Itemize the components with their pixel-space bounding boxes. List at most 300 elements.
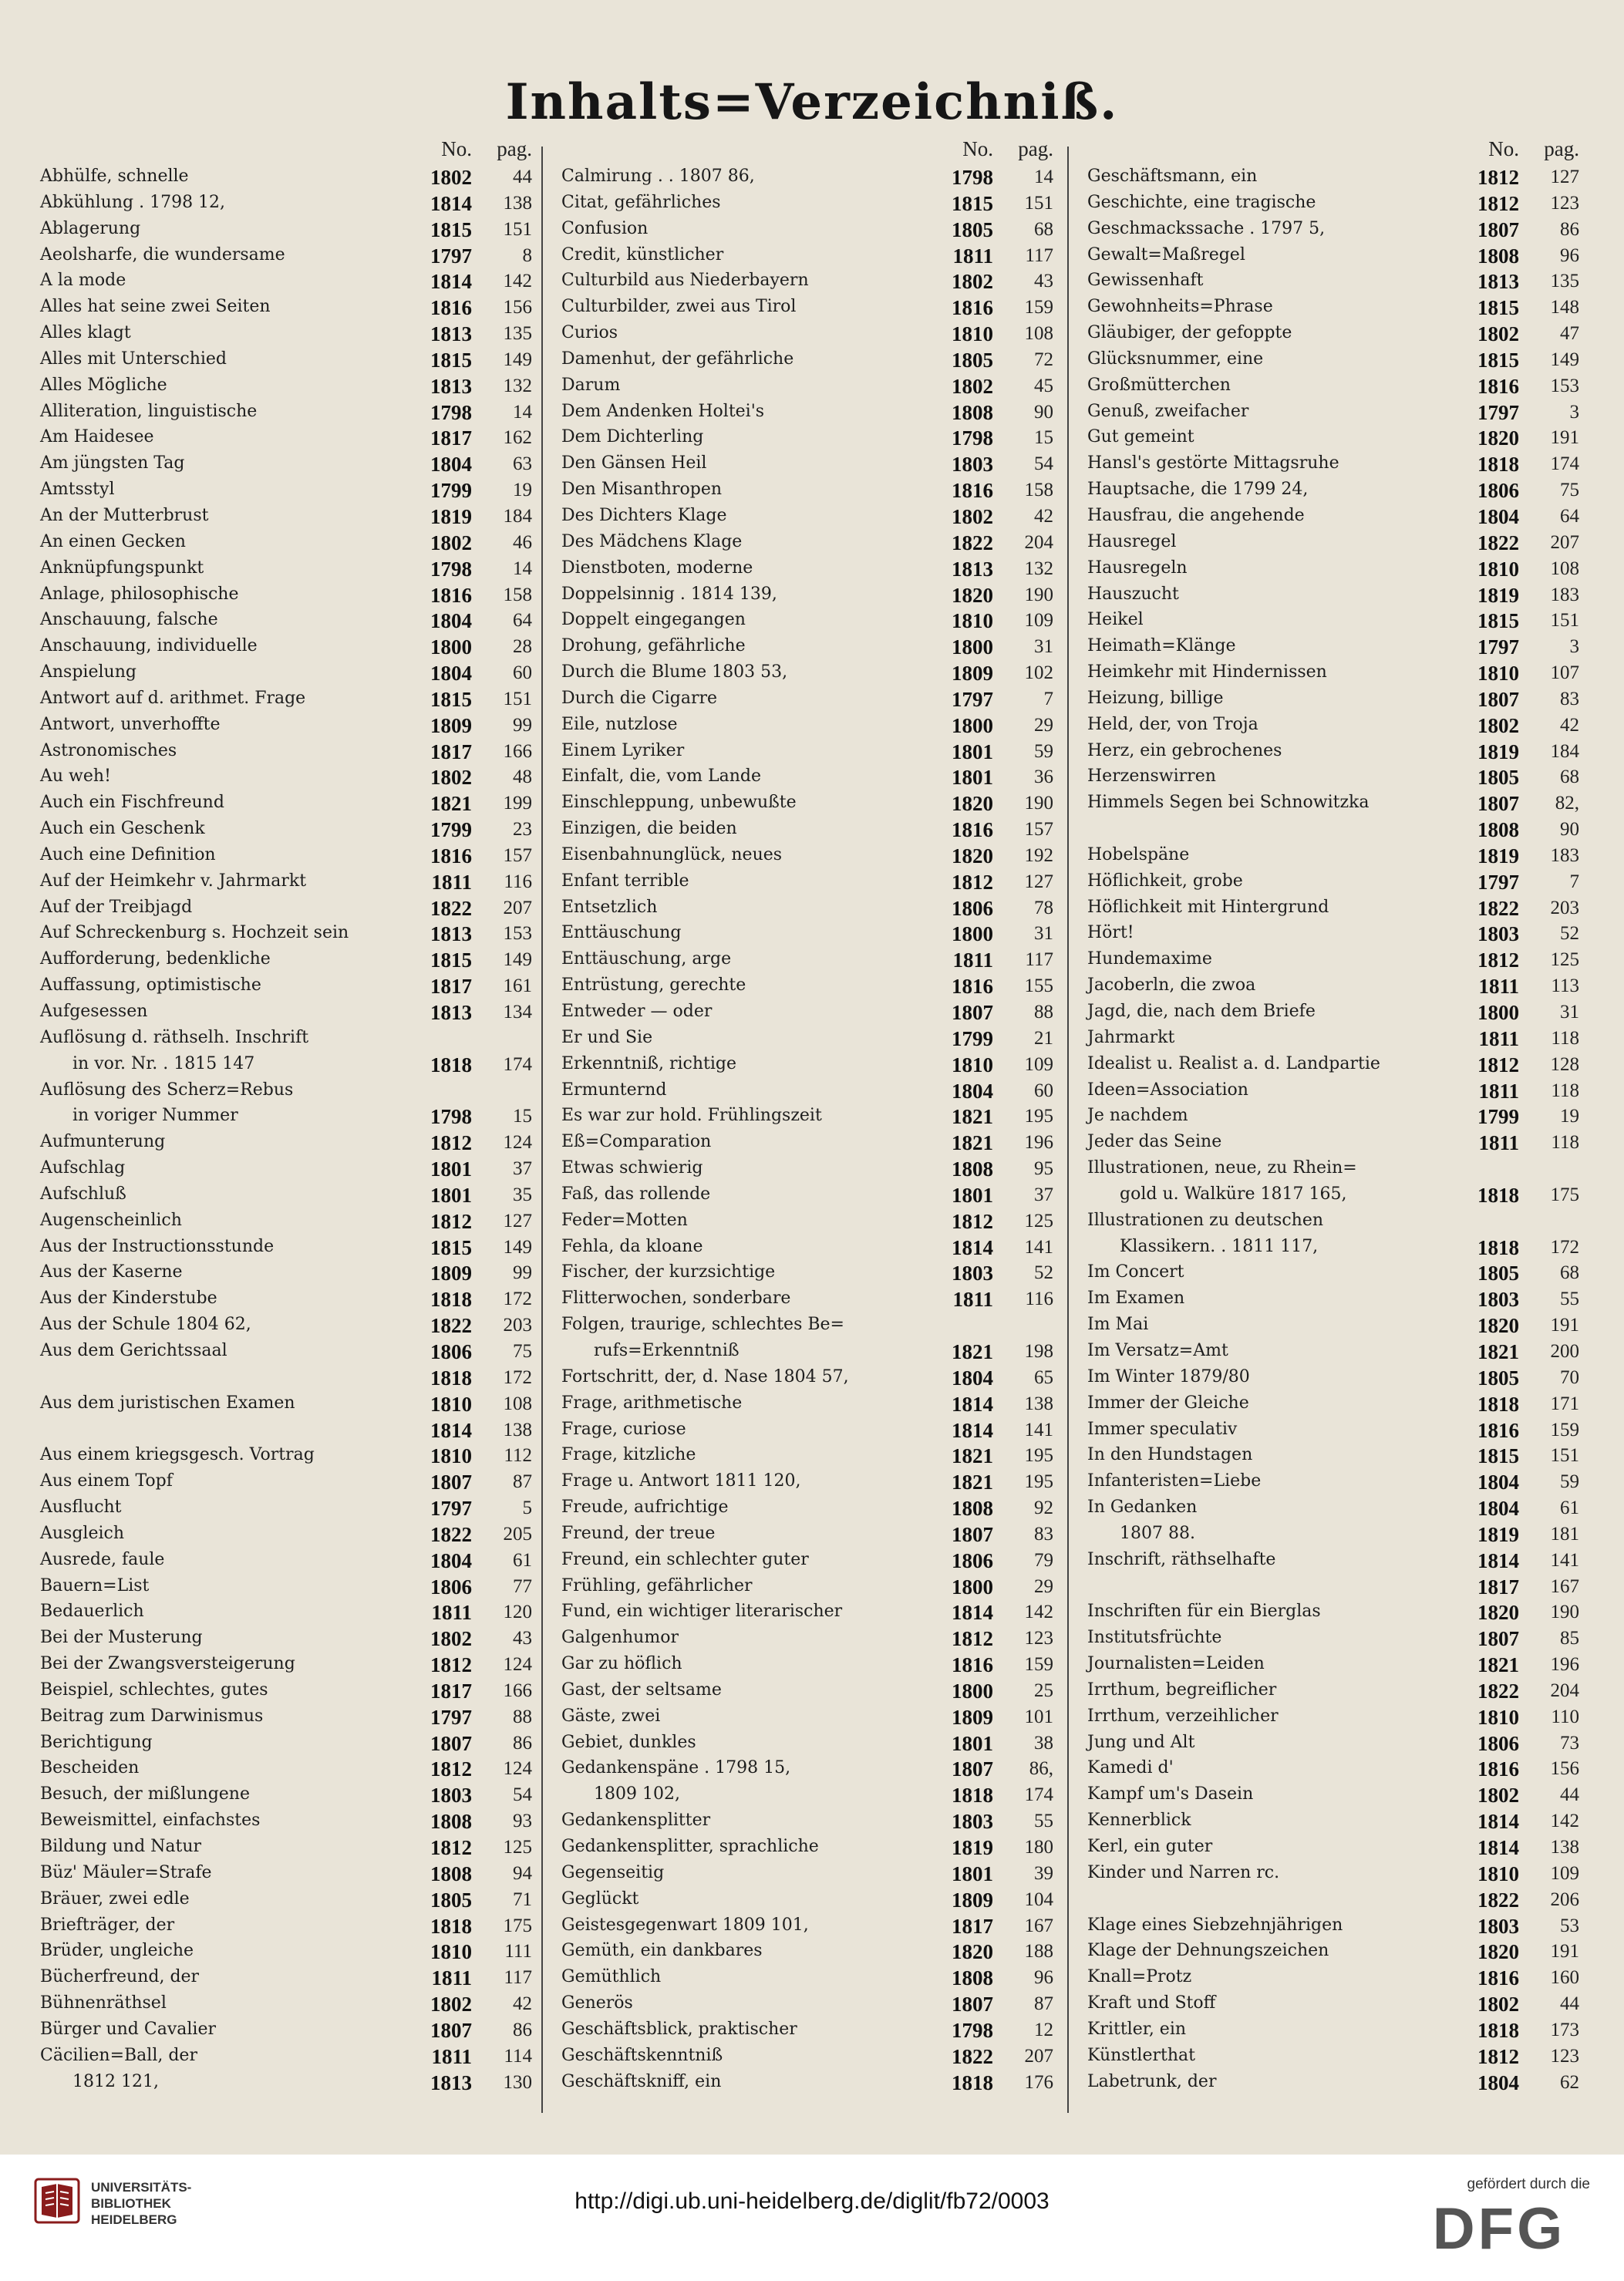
entry-page-number: 44 xyxy=(513,167,532,187)
entry-title: A la mode xyxy=(40,271,126,291)
entry-issue-number: 1802 xyxy=(430,766,472,790)
entry-issue-number: 1806 xyxy=(952,1548,993,1572)
entry-issue-number: 1815 xyxy=(952,191,993,215)
index-entry xyxy=(554,713,1055,740)
index-entry xyxy=(554,608,1055,635)
entry-title: Aus dem juristischen Examen xyxy=(40,1393,295,1413)
entry-page-number: 29 xyxy=(1034,714,1053,736)
column-header-no: No. xyxy=(1488,137,1519,160)
entry-title: Auf Schreckenburg s. Hochzeit sein xyxy=(40,923,349,943)
entry-issue-number: 1797 xyxy=(1477,635,1519,659)
index-entry xyxy=(1080,1261,1581,1287)
entry-page-number: 166 xyxy=(503,1680,532,1701)
entry-page-number: 141 xyxy=(1024,1419,1053,1440)
entry-page-number: 180 xyxy=(1024,1837,1053,1858)
index-entry xyxy=(1080,1470,1581,1496)
entry-title: Bei der Musterung xyxy=(40,1628,203,1648)
entry-issue-number: 1822 xyxy=(952,2044,993,2068)
entry-page-number: 35 xyxy=(513,1184,532,1205)
index-entry xyxy=(554,1653,1055,1679)
index-entry xyxy=(32,1079,534,1105)
entry-issue-number: 1822 xyxy=(430,1314,472,1338)
entry-issue-number: 1811 xyxy=(431,1601,472,1625)
entry-title: Gedankensplitter xyxy=(561,1811,711,1831)
entry-issue-number: 1813 xyxy=(430,374,472,398)
entry-issue-number: 1809 xyxy=(952,662,993,686)
entry-issue-number: 1815 xyxy=(430,948,472,972)
entry-issue-number: 1818 xyxy=(952,2070,993,2094)
entry-page-number: 132 xyxy=(503,375,532,396)
entry-page-number: 190 xyxy=(1024,584,1053,605)
entry-issue-number: 1814 xyxy=(1477,1836,1519,1859)
entry-title: An der Mutterbrust xyxy=(40,505,209,525)
entry-title: Darum xyxy=(561,375,621,395)
entry-page-number: 8 xyxy=(522,244,532,266)
index-entry xyxy=(1080,1992,1581,2018)
entry-issue-number: 1807 xyxy=(1477,687,1519,711)
index-entry xyxy=(554,191,1055,217)
entry-title: Bildung und Natur xyxy=(40,1837,202,1856)
entry-issue-number: 1812 xyxy=(1477,166,1519,189)
entry-title: Fehla, da kloane xyxy=(561,1236,703,1256)
entry-title: Es war zur hold. Frühlingszeit xyxy=(561,1106,822,1126)
entry-title: Bürger und Cavalier xyxy=(40,2019,216,2039)
entry-title: Im Winter 1879/80 xyxy=(1087,1366,1250,1386)
entry-issue-number: 1802 xyxy=(430,1993,472,2017)
entry-issue-number: 1821 xyxy=(952,1444,993,1468)
index-entry xyxy=(554,1392,1055,1418)
entry-page-number: 118 xyxy=(1551,1080,1579,1101)
entry-issue-number: 1799 xyxy=(430,818,472,842)
index-entry xyxy=(32,817,534,844)
entry-page-number: 70 xyxy=(1560,1366,1579,1388)
entry-page-number: 83 xyxy=(1560,688,1579,709)
column-header-pag: pag. xyxy=(497,137,532,160)
entry-page-number: 167 xyxy=(1024,1915,1053,1936)
index-entry xyxy=(32,1626,534,1653)
index-entry xyxy=(32,1287,534,1313)
entry-page-number: 120 xyxy=(503,1602,532,1623)
entry-title: Jeder das Seine xyxy=(1087,1132,1222,1152)
entry-issue-number: 1805 xyxy=(430,1888,472,1912)
index-entry xyxy=(1080,687,1581,713)
entry-page-number: 138 xyxy=(503,192,532,214)
entry-title: Aus der Instructionsstunde xyxy=(40,1236,275,1256)
index-entry xyxy=(32,661,534,687)
entry-page-number: 117 xyxy=(1025,244,1053,266)
entry-page-number: 199 xyxy=(503,793,532,814)
entry-issue-number: 1822 xyxy=(1477,1888,1519,1912)
entry-issue-number: 1801 xyxy=(952,740,993,763)
entry-page-number: 190 xyxy=(1024,793,1053,814)
entry-title: Amtsstyl xyxy=(40,480,115,500)
entry-issue-number: 1805 xyxy=(952,348,993,372)
entry-issue-number: 1822 xyxy=(430,896,472,920)
entry-title: Hauptsache, die 1799 24, xyxy=(1087,480,1309,500)
index-entry xyxy=(32,1418,534,1444)
entry-issue-number: 1816 xyxy=(1477,374,1519,398)
entry-title: Generös xyxy=(561,1993,633,2013)
entry-title: Klassikern. . 1811 117, xyxy=(1120,1236,1319,1256)
index-entry xyxy=(554,348,1055,374)
entry-title: Inschrift, räthselhafte xyxy=(1087,1549,1276,1569)
entry-issue-number: 1812 xyxy=(1477,191,1519,215)
entry-issue-number: 1818 xyxy=(430,1053,472,1076)
index-entry xyxy=(554,791,1055,817)
entry-title: Auffassung, optimistische xyxy=(40,975,261,996)
index-entry xyxy=(1080,1053,1581,1079)
svg-text:DFG: DFG xyxy=(1432,2199,1566,2256)
entry-title: Jacoberln, die zwoa xyxy=(1087,975,1256,996)
entry-issue-number: 1811 xyxy=(1478,975,1519,999)
entry-issue-number: 1810 xyxy=(1477,557,1519,581)
entry-issue-number: 1817 xyxy=(1477,1575,1519,1599)
entry-page-number: 171 xyxy=(1550,1393,1579,1414)
index-entry xyxy=(32,1261,534,1287)
index-entry xyxy=(554,1939,1055,1966)
entry-title: Auf der Treibjagd xyxy=(40,897,193,917)
entry-issue-number: 1819 xyxy=(1477,844,1519,868)
index-entry xyxy=(32,1757,534,1783)
entry-title: Hausfrau, die angehende xyxy=(1087,505,1305,525)
entry-page-number: 123 xyxy=(1550,192,1579,214)
entry-title: Im Examen xyxy=(1087,1289,1185,1309)
column-header-no: No. xyxy=(962,137,993,160)
entry-page-number: 188 xyxy=(1024,1941,1053,1963)
entry-issue-number: 1811 xyxy=(431,1966,472,1990)
index-entry xyxy=(32,1888,534,1914)
entry-title: Geistesgegenwart 1809 101, xyxy=(561,1915,809,1935)
entry-issue-number: 1816 xyxy=(952,818,993,842)
entry-page-number: 160 xyxy=(1550,1967,1579,1989)
funding-note: gefördert durch die xyxy=(1467,2176,1590,2192)
entry-page-number: 158 xyxy=(503,584,532,605)
entry-title: Citat, gefährliches xyxy=(561,192,721,212)
entry-issue-number: 1809 xyxy=(952,1705,993,1729)
entry-issue-number: 1822 xyxy=(1477,531,1519,554)
entry-title: Gewissenhaft xyxy=(1087,271,1204,291)
entry-page-number: 68 xyxy=(1034,218,1053,240)
entry-issue-number: 1817 xyxy=(430,975,472,999)
entry-page-number: 12 xyxy=(1034,2019,1053,2040)
entry-title: Berichtigung xyxy=(40,1732,153,1752)
entry-page-number: 116 xyxy=(1025,1289,1053,1310)
index-entry xyxy=(554,426,1055,452)
entry-page-number: 59 xyxy=(1034,740,1053,762)
index-entry xyxy=(32,1809,534,1835)
entry-page-number: 118 xyxy=(1551,1027,1579,1049)
index-entry xyxy=(554,2070,1055,2097)
index-entry xyxy=(32,244,534,270)
entry-title: Culturbild aus Niederbayern xyxy=(561,271,809,291)
entry-page-number: 181 xyxy=(1550,1523,1579,1545)
entry-title: Anschauung, falsche xyxy=(40,610,218,630)
entry-page-number: 104 xyxy=(1024,1888,1053,1910)
index-entry xyxy=(1080,921,1581,948)
entry-title: Höflichkeit mit Hintergrund xyxy=(1087,897,1329,917)
entry-issue-number: 1819 xyxy=(952,1836,993,1859)
entry-issue-number: 1819 xyxy=(1477,740,1519,763)
entry-page-number: 110 xyxy=(1551,1706,1579,1727)
index-entry xyxy=(32,1470,534,1496)
entry-title: Genuß, zweifacher xyxy=(1087,401,1249,421)
entry-title: Beispiel, schlechtes, gutes xyxy=(40,1680,268,1700)
index-entry xyxy=(32,1183,534,1209)
index-entry xyxy=(554,1809,1055,1835)
entry-title: Infanteristen=Liebe xyxy=(1087,1471,1262,1491)
index-entry xyxy=(1080,1757,1581,1783)
entry-title: Curios xyxy=(561,323,618,343)
entry-page-number: 107 xyxy=(1550,662,1579,684)
index-entry xyxy=(554,948,1055,974)
entry-title: Hobelspäne xyxy=(1087,844,1190,864)
entry-issue-number: 1812 xyxy=(952,870,993,894)
entry-title: Briefträger, der xyxy=(40,1915,175,1935)
entry-title: Immer der Gleiche xyxy=(1087,1393,1249,1413)
index-entry xyxy=(32,1496,534,1522)
entry-issue-number: 1812 xyxy=(952,1627,993,1651)
entry-issue-number: 1803 xyxy=(952,453,993,477)
entry-title: Enttäuschung xyxy=(561,923,682,943)
index-entry xyxy=(1080,765,1581,791)
entry-issue-number: 1802 xyxy=(952,374,993,398)
entry-page-number: 54 xyxy=(1034,453,1053,475)
entry-issue-number: 1818 xyxy=(1477,1183,1519,1207)
entry-page-number: 198 xyxy=(1024,1340,1053,1362)
entry-issue-number: 1803 xyxy=(430,1784,472,1808)
entry-title: Confusion xyxy=(561,218,649,238)
entry-page-number: 86 xyxy=(513,1732,532,1754)
index-entry xyxy=(554,870,1055,896)
entry-issue-number: 1822 xyxy=(430,1522,472,1546)
entry-title: Anknüpfungspunkt xyxy=(40,558,204,578)
entry-page-number: 86 xyxy=(1560,218,1579,240)
entry-title: Journalisten=Leiden xyxy=(1087,1654,1265,1674)
entry-title: Dem Andenken Holtei's xyxy=(561,401,765,421)
entry-issue-number: 1802 xyxy=(430,166,472,189)
entry-title: Flitterwochen, sonderbare xyxy=(561,1289,791,1309)
entry-title: Aus der Schule 1804 62, xyxy=(40,1315,251,1335)
index-entry xyxy=(32,217,534,244)
entry-issue-number: 1807 xyxy=(1477,217,1519,241)
index-entry xyxy=(554,1705,1055,1731)
entry-title: Faß, das rollende xyxy=(561,1184,711,1204)
entry-title: Inschriften für ein Bierglas xyxy=(1087,1602,1321,1622)
index-entry xyxy=(1080,1731,1581,1757)
entry-title: Irrthum, begreiflicher xyxy=(1087,1680,1277,1700)
index-entry xyxy=(554,1079,1055,1105)
permalink-url[interactable]: http://digi.ub.uni-heidelberg.de/diglit/fb72/0003 xyxy=(574,2188,1050,2214)
entry-page-number: 166 xyxy=(503,740,532,762)
entry-page-number: 99 xyxy=(513,1262,532,1284)
entry-page-number: 184 xyxy=(503,505,532,527)
entry-issue-number: 1816 xyxy=(1477,1418,1519,1442)
entry-title: Gast, der seltsame xyxy=(561,1680,722,1700)
entry-issue-number: 1814 xyxy=(952,1601,993,1625)
entry-title: Glücksnummer, eine xyxy=(1087,349,1264,369)
entry-page-number: 46 xyxy=(513,531,532,553)
entry-issue-number: 1805 xyxy=(1477,1262,1519,1285)
index-entry xyxy=(32,583,534,609)
entry-title: Irrthum, verzeihlicher xyxy=(1087,1706,1279,1726)
index-entry xyxy=(554,1783,1055,1809)
index-entry xyxy=(1080,896,1581,922)
index-entry xyxy=(1080,1966,1581,1992)
entry-title: Freund, ein schlechter guter xyxy=(561,1549,809,1569)
entry-issue-number: 1807 xyxy=(430,1731,472,1755)
entry-issue-number: 1808 xyxy=(430,1862,472,1885)
entry-issue-number: 1808 xyxy=(952,1966,993,1990)
index-entry xyxy=(1080,1914,1581,1940)
column-header xyxy=(1427,136,1581,163)
entry-page-number: 87 xyxy=(1034,1993,1053,2015)
entry-issue-number: 1800 xyxy=(952,922,993,946)
entry-title: Fischer, der kurzsichtige xyxy=(561,1262,776,1282)
entry-title: Alles Mögliche xyxy=(40,375,167,395)
entry-issue-number: 1801 xyxy=(952,766,993,790)
entry-title: Geschäftskenntniß xyxy=(561,2045,723,2065)
entry-page-number: 195 xyxy=(1024,1445,1053,1467)
entry-issue-number: 1807 xyxy=(430,2018,472,2042)
entry-page-number: 162 xyxy=(503,427,532,449)
entry-page-number: 109 xyxy=(1024,610,1053,632)
index-entry xyxy=(554,1053,1055,1079)
entry-issue-number: 1816 xyxy=(952,296,993,320)
index-entry xyxy=(1080,1626,1581,1653)
entry-page-number: 15 xyxy=(1034,427,1053,449)
entry-page-number: 3 xyxy=(1569,401,1579,423)
entry-title: In den Hundstagen xyxy=(1087,1445,1253,1465)
index-entry xyxy=(554,1209,1055,1235)
index-entry xyxy=(554,295,1055,322)
entry-page-number: 149 xyxy=(503,949,532,971)
index-entry xyxy=(1080,713,1581,740)
index-entry xyxy=(554,1470,1055,1496)
index-entry xyxy=(554,1418,1055,1444)
entry-page-number: 102 xyxy=(1024,662,1053,684)
index-entry xyxy=(554,661,1055,687)
entry-issue-number: 1820 xyxy=(1477,1314,1519,1338)
entry-title: Freund, der treue xyxy=(561,1523,716,1543)
entry-title: Alles hat seine zwei Seiten xyxy=(40,297,271,317)
index-entry xyxy=(554,1548,1055,1575)
entry-page-number: 118 xyxy=(1551,1132,1579,1154)
entry-page-number: 167 xyxy=(1550,1575,1579,1597)
entry-issue-number: 1815 xyxy=(1477,1444,1519,1468)
entry-issue-number: 1810 xyxy=(952,1053,993,1076)
entry-page-number: 31 xyxy=(1034,636,1053,658)
entry-issue-number: 1821 xyxy=(430,792,472,816)
entry-issue-number: 1815 xyxy=(1477,296,1519,320)
entry-title: Durch die Cigarre xyxy=(561,688,718,708)
entry-page-number: 123 xyxy=(1550,2045,1579,2067)
column-header-pag: pag. xyxy=(1544,137,1579,160)
entry-page-number: 42 xyxy=(1560,714,1579,736)
index-entry xyxy=(32,348,534,374)
entry-title: 1812 121, xyxy=(72,2071,159,2091)
entry-issue-number: 1815 xyxy=(430,1235,472,1259)
index-entry xyxy=(554,1313,1055,1339)
entry-title: Fortschritt, der, d. Nase 1804 57, xyxy=(561,1366,849,1386)
index-entry xyxy=(554,1000,1055,1026)
index-entry xyxy=(32,608,534,635)
entry-page-number: 86 xyxy=(513,2019,532,2040)
entry-page-number: 159 xyxy=(1550,1419,1579,1440)
entry-page-number: 124 xyxy=(503,1132,532,1154)
column-header-pag: pag. xyxy=(1018,137,1053,160)
index-entry xyxy=(554,1287,1055,1313)
entry-title: Bräuer, zwei edle xyxy=(40,1888,190,1909)
entry-title: Bücherfreund, der xyxy=(40,1967,200,1987)
index-entry xyxy=(32,1679,534,1705)
entry-issue-number: 1810 xyxy=(1477,1705,1519,1729)
entry-issue-number: 1814 xyxy=(952,1235,993,1259)
entry-page-number: 92 xyxy=(1034,1498,1053,1519)
entry-issue-number: 1811 xyxy=(431,870,472,894)
index-entry xyxy=(1080,1339,1581,1366)
entry-title: Fund, ein wichtiger literarischer xyxy=(561,1602,843,1622)
entry-issue-number: 1803 xyxy=(1477,922,1519,946)
index-entry xyxy=(554,217,1055,244)
entry-title: Geschäftskniff, ein xyxy=(561,2071,722,2091)
entry-issue-number: 1808 xyxy=(952,1157,993,1181)
entry-title: Augenscheinlich xyxy=(40,1210,182,1230)
index-entry xyxy=(32,478,534,504)
entry-page-number: 138 xyxy=(503,1419,532,1440)
index-entry xyxy=(1080,1000,1581,1026)
entry-title: Abhülfe, schnelle xyxy=(40,167,189,186)
entry-page-number: 159 xyxy=(1024,297,1053,318)
entry-title: Entweder — oder xyxy=(561,1002,713,1021)
index-entry xyxy=(1080,1522,1581,1548)
entry-title: Gläubiger, der gefoppte xyxy=(1087,323,1292,343)
entry-issue-number: 1814 xyxy=(1477,1810,1519,1834)
entry-page-number: 124 xyxy=(503,1758,532,1780)
entry-title: Etwas schwierig xyxy=(561,1158,703,1178)
entry-page-number: 149 xyxy=(503,1236,532,1258)
entry-issue-number: 1804 xyxy=(430,662,472,686)
index-entry xyxy=(32,295,534,322)
index-entry xyxy=(32,791,534,817)
entry-issue-number: 1811 xyxy=(1478,1079,1519,1103)
entry-title: Damenhut, der gefährliche xyxy=(561,349,794,369)
entry-page-number: 68 xyxy=(1560,1262,1579,1284)
index-entry xyxy=(1080,661,1581,687)
entry-issue-number: 1802 xyxy=(430,1627,472,1651)
entry-issue-number: 1815 xyxy=(430,687,472,711)
entry-page-number: 44 xyxy=(1560,1993,1579,2015)
entry-issue-number: 1814 xyxy=(1477,1548,1519,1572)
entry-page-number: 127 xyxy=(503,1210,532,1231)
entry-issue-number: 1820 xyxy=(1477,1940,1519,1964)
entry-page-number: 151 xyxy=(1550,610,1579,632)
entry-page-number: 95 xyxy=(1034,1158,1053,1180)
entry-title: Geschmackssache . 1797 5, xyxy=(1087,218,1326,238)
entry-title: rufs=Erkenntniß xyxy=(594,1340,740,1360)
entry-issue-number: 1797 xyxy=(430,1497,472,1521)
entry-page-number: 82, xyxy=(1555,793,1579,814)
index-entry xyxy=(1080,1235,1581,1262)
entry-title: Freude, aufrichtige xyxy=(561,1498,729,1518)
entry-issue-number: 1805 xyxy=(952,217,993,241)
entry-title: Aufschlag xyxy=(40,1158,126,1178)
entry-issue-number: 1809 xyxy=(430,1262,472,1285)
entry-page-number: 72 xyxy=(1034,349,1053,370)
entry-title: Heikel xyxy=(1087,610,1144,630)
entry-page-number: 64 xyxy=(1560,505,1579,527)
entry-page-number: 61 xyxy=(1560,1498,1579,1519)
entry-title: Credit, künstlicher xyxy=(561,244,724,264)
